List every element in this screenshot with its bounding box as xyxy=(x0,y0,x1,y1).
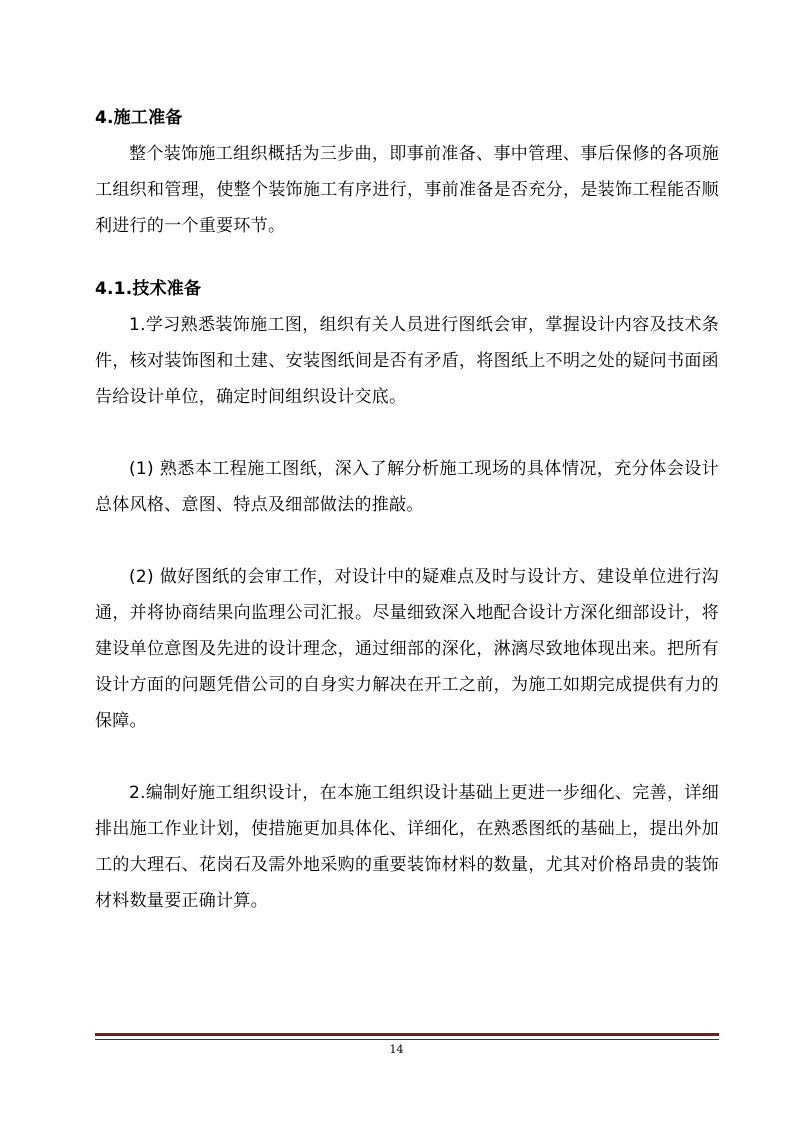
page-number: 14 xyxy=(389,1043,404,1056)
paragraph-item-2: (2) 做好图纸的会审工作，对设计中的疑难点及时与设计方、建设单位进行沟通，并将协商结果向监理公司汇报。尽量细致深入地配合设计方深化细部设计，将建设单位意图及先进的设计理念，通过细部的深化，淋漓尽致地体现出来。把所有设计方面的问题凭借公司的自身实力解决在开工之前，为施工如期完成提供有力的保障。 xyxy=(95,567,719,731)
footer-rule-thin xyxy=(95,1039,719,1040)
paragraph-item-1: (1) 熟悉本工程施工图纸，深入了解分析施工现场的具体情况，充分体会设计总体风格、意图、特点及细部做法的推敲。 xyxy=(95,459,719,515)
footer-rule-thick xyxy=(95,1033,719,1036)
document-body xyxy=(95,100,719,919)
section-heading-4: 4.施工准备 xyxy=(95,108,183,128)
paragraph-study-drawings: 1.学习熟悉装饰施工图，组织有关人员进行图纸会审，掌握设计内容及技术条件，核对装饰图和土建、安装图纸间是否有矛盾，将图纸上不明之处的疑问书面函告给设计单位，确定时间组织设计交底。 xyxy=(95,315,719,407)
spacer xyxy=(95,523,719,559)
spacer xyxy=(95,244,719,271)
spacer xyxy=(95,739,719,775)
section-heading-4-1: 4.1.技术准备 xyxy=(95,279,202,299)
paragraph-construction-plan: 2.编制好施工组织设计，在本施工组织设计基础上更进一步细化、完善，详细排出施工作业计划，使措施更加具体化、详细化，在熟悉图纸的基础上，提出外加工的大理石、花岗石及需外地采购的重要装饰材料的数量，尤其对价格昂贵的装饰材料数量要正确计算。 xyxy=(95,783,719,911)
spacer xyxy=(95,415,719,451)
section-4-paragraph: 整个装饰施工组织概括为三步曲，即事前准备、事中管理、事后保修的各项施工组织和管理，使整个装饰施工有序进行，事前准备是否充分，是装饰工程能否顺利进行的一个重要环节。 xyxy=(95,144,719,236)
